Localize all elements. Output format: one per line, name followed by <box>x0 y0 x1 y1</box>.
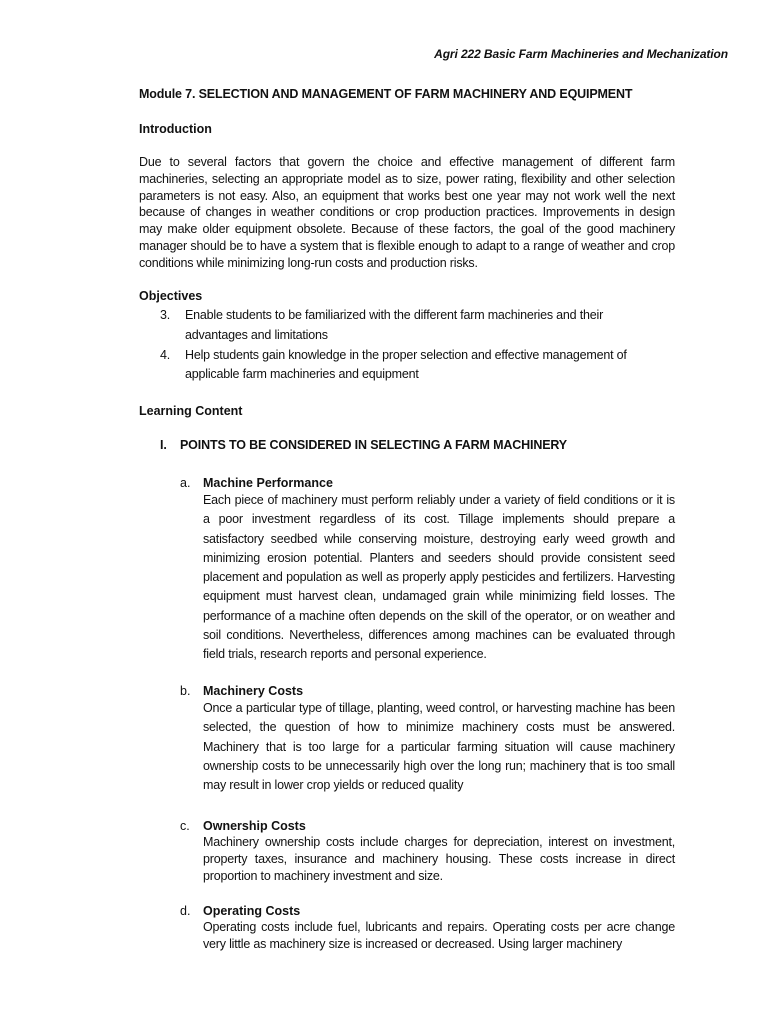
module-title: Module 7. SELECTION AND MANAGEMENT OF FARM MACHINERY AND EQUIPMENT <box>139 87 633 101</box>
introduction-heading: Introduction <box>139 122 212 136</box>
subsection-letter: b. <box>180 684 191 698</box>
objective-item <box>160 306 660 345</box>
subsection-title: Machinery Costs <box>203 684 304 698</box>
section-title-text: POINTS TO BE CONSIDERED IN SELECTING A FARM MACHINERY <box>180 438 567 452</box>
subsection-title: Operating Costs <box>203 904 301 918</box>
subsection-title: Machine Performance <box>203 476 333 490</box>
subsection-letter: d. <box>180 904 191 918</box>
section-numeral: I. <box>160 438 167 452</box>
subsection-text: Operating costs include fuel, lubricants and repairs. Operating costs per acre change very little as machinery size is increased or decreased. Using larger machinery <box>203 920 675 951</box>
subsection-letter: a. <box>180 476 191 490</box>
objectives-heading: Objectives <box>139 289 203 303</box>
learning-content-heading: Learning Content <box>139 404 243 418</box>
objective-text: Enable students to be familiarized with the different farm machineries and their advantages and limitations <box>185 308 604 342</box>
subsection-ownership-costs <box>180 818 675 884</box>
subsection-machine-performance <box>180 475 675 665</box>
subsection-title: Ownership Costs <box>203 819 306 833</box>
subsection-machinery-costs <box>180 683 675 795</box>
subsection-letter: c. <box>180 819 190 833</box>
subsection-text: Once a particular type of tillage, planting, weed control, or harvesting machine has been selected, the question of how to minimize machinery costs must be answered. Machinery that is too large for a particular farming situation will cause machinery ownership costs to be unnecessarily high over the long run; machinery that is too small may result in lower crop yields or reduced quality <box>203 701 675 793</box>
running-header: Agri 222 Basic Farm Machineries and Mechanization <box>434 47 728 61</box>
introduction-paragraph: Due to several factors that govern the choice and effective management of different farm machineries, selecting an appropriate model as to size, power rating, flexibility and other selection parameters is not easy. Also, an equipment that works best one year may not work well the next because of changes in weather conditions or crop production practices. Improvements in design may make older equipment obsolete. Because of these factors, the goal of the good machinery manager should be to have a system that is flexible enough to adapt to a range of weather and crop conditions while minimizing long-run costs and production risks. <box>139 155 675 270</box>
objective-number: 3. <box>160 308 171 322</box>
section-title <box>160 437 567 454</box>
objective-item <box>160 346 660 385</box>
subsection-text: Each piece of machinery must perform reliably under a variety of field conditions or it is a poor investment regardless of its cost. Tillage implements should prepare a satisfactory seedbed while conserving moisture, destroying early weed growth and minimizing erosion potential. Planters and seeders should provide consistent seed placement and population as well as properly apply pesticides and fertilizers. Harvesting equipment must harvest clean, undamaged grain while minimizing field losses. The performance of a machine often depends on the skill of the operator, or on weather and soil conditions. Nevertheless, differences among machines can be evaluated through field trials, research reports and personal experience. <box>203 493 675 662</box>
objectives-list <box>160 306 660 385</box>
subsection-text: Machinery ownership costs include charges for depreciation, interest on investment, property taxes, insurance and machinery housing. These costs increase in direct proportion to machinery investment and size. <box>203 835 675 883</box>
subsection-operating-costs <box>180 903 675 953</box>
objective-text: Help students gain knowledge in the proper selection and effective management of applicable farm machineries and equipment <box>185 347 627 381</box>
objective-number: 4. <box>160 347 171 362</box>
